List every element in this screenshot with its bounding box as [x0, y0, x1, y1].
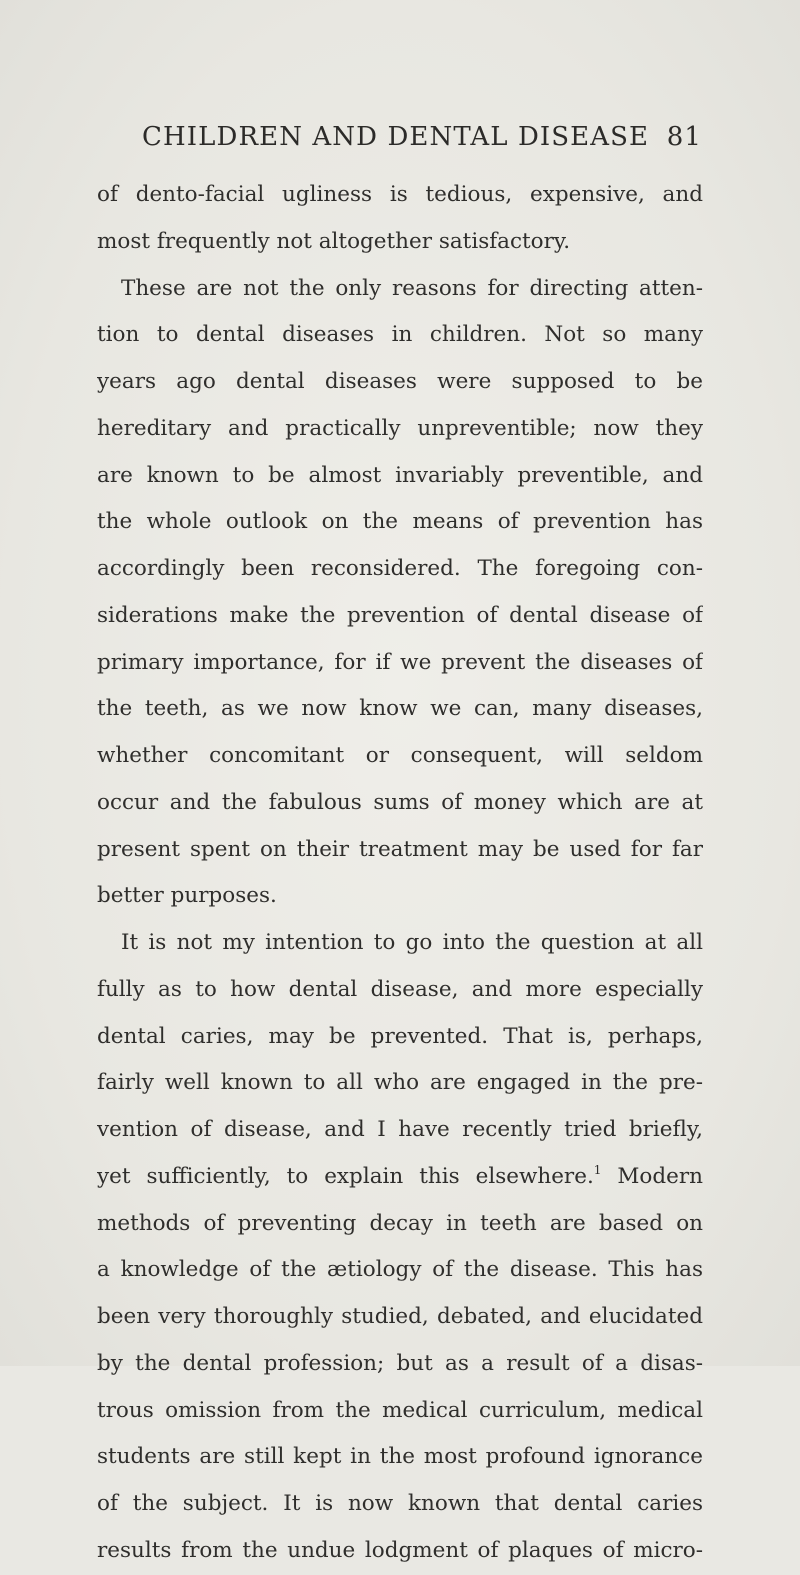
- text-line: hereditary and practically unpreventible; now they: [97, 415, 703, 441]
- running-title: CHILDREN AND DENTAL DISEASE: [142, 122, 650, 152]
- footnote-marker: 1: [593, 1162, 602, 1177]
- text-line: years ago dental diseases were supposed to be: [97, 369, 703, 394]
- text-line: been very thoroughly studied, debated, and elucidated: [97, 1304, 703, 1329]
- text-line: tion to dental diseases in children. Not so many: [97, 322, 703, 348]
- text-line: whether concomitant or consequent, will seldom: [97, 743, 703, 768]
- text-line: siderations make the prevention of dental disease of: [97, 602, 703, 628]
- text-line: of dento-facial ugliness is tedious, expensive, and: [97, 182, 703, 207]
- text-line: vention of disease, and I have recently tried briefly,: [97, 1117, 703, 1142]
- text-line: methods of preventing decay in teeth are based on: [97, 1210, 703, 1236]
- text-line: most frequently not altogether satisfactory.: [97, 228, 571, 254]
- text-line-with-footnote: [97, 1154, 703, 1201]
- text-line: trous omission from the medical curriculum, medical: [97, 1397, 703, 1423]
- text-line: dental caries, may be prevented. That is, perhaps,: [97, 1023, 703, 1049]
- text-line: It is not my intention to go into the question at all: [121, 930, 703, 955]
- text-line: the teeth, as we now know we can, many diseases,: [97, 696, 703, 722]
- line-continuation: Modern: [617, 1163, 703, 1189]
- text-line: accordingly been reconsidered. The foregoing con-: [97, 556, 703, 581]
- text-line: are known to be almost invariably preventible, and: [97, 462, 703, 488]
- text-line: the whole outlook on the means of prevention has: [97, 509, 703, 535]
- body-text: [97, 172, 703, 1575]
- line-text: yet sufficiently, to explain this elsewhere.: [97, 1163, 594, 1189]
- text-line: primary importance, for if we prevent the diseases of: [97, 649, 703, 675]
- text-line: present spent on their treatment may be used for far: [97, 836, 703, 862]
- text-line: of the subject. It is now known that dental caries: [97, 1491, 703, 1516]
- text-line: These are not the only reasons for directing atten-: [121, 275, 703, 301]
- page-number: 81: [666, 122, 702, 152]
- text-line: students are still kept in the most profound ignorance: [97, 1444, 703, 1470]
- text-line: fairly well known to all who are engaged in the pre-: [97, 1070, 703, 1096]
- text-line: fully as to how dental disease, and more especially: [97, 976, 703, 1002]
- running-head: [142, 117, 702, 157]
- text-line: results from the undue lodgment of plaques of micro-: [97, 1537, 703, 1563]
- text-line: occur and the fabulous sums of money which are at: [97, 789, 703, 815]
- text-line: by the dental profession; but as a result of a disas-: [97, 1350, 703, 1376]
- text-line: a knowledge of the ætiology of the disease. This has: [97, 1257, 703, 1283]
- text-line: better purposes.: [97, 883, 277, 909]
